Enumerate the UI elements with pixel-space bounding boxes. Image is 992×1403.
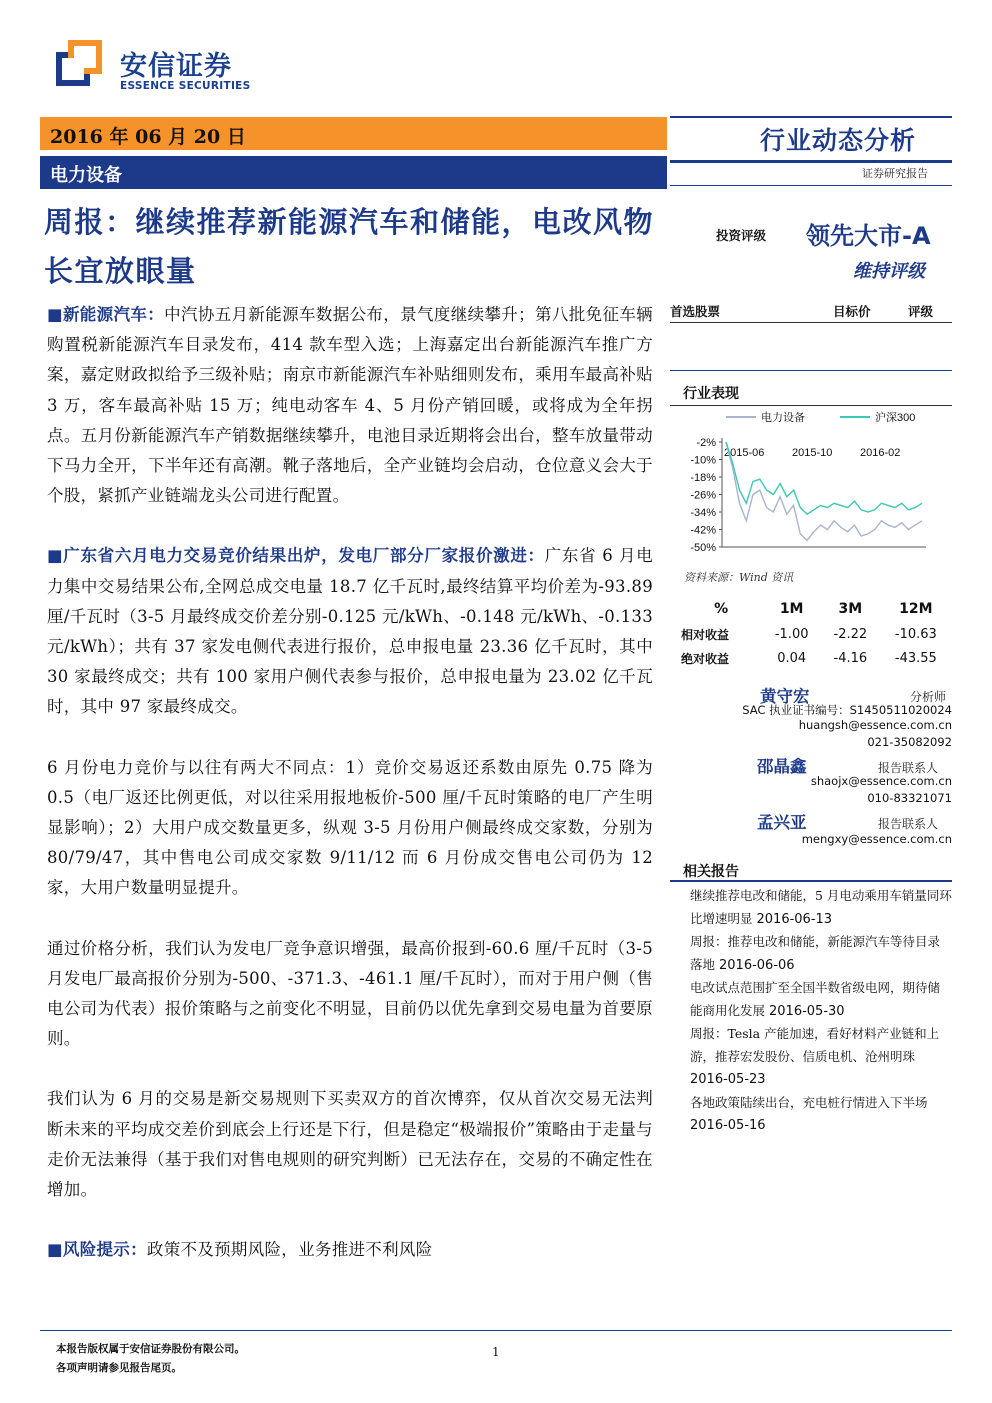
related-report-title: 继续推荐电改和储能，5 月电动乘用车销量同环比增速明显 — [690, 888, 952, 926]
analyst-email[interactable]: mengxy@essence.com.cn — [801, 832, 952, 846]
y-tick-label: -34% — [690, 507, 716, 519]
related-report-date: 2016-05-23 — [690, 1072, 766, 1087]
table-cell: -43.55 — [894, 650, 937, 666]
performance-table — [680, 596, 952, 670]
related-reports-title: 相关报告 — [683, 864, 739, 880]
related-report-date: 2016-05-16 — [690, 1118, 766, 1133]
performance-chart — [670, 406, 952, 566]
analyst-role: 报告联系人 — [878, 817, 939, 831]
table-header-row — [680, 596, 952, 622]
y-tick-label: -26% — [690, 489, 716, 502]
divider — [670, 116, 952, 118]
divider — [670, 160, 952, 163]
legend-label: 电力设备 — [761, 412, 805, 424]
related-report-title: 周报：推荐电改和储能，新能源汽车等待目录落地 — [690, 934, 941, 972]
table-header-cell: 3M — [838, 601, 863, 617]
paragraph-text: 我们认为 6 月的交易是新交易规则下买卖双方的首次博弈，仅从首次交易无法判断未来的平均成交差价到底会上行还是下行，但是稳定“极端报价”策略由于走量与走价无法兼得（基于我们对售电规则的研究判断）已无法存在，交易的不确定性在增加。 — [47, 1089, 653, 1200]
related-report-link[interactable] — [690, 1023, 952, 1092]
paragraph-text: 政策不及预期风险，业务推进不利风险 — [146, 1240, 433, 1260]
paragraph-text: 广东省 6 月电力集中交易结果公布,全网总成交电量 18.7 亿千瓦时,最终结算平均价差为-93.89 厘/千瓦时（3-5 月最终成交价差分别-0.125 元/kWh、-0.148 元/kWh、-0.133 元/kWh）；共有 37 家发电侧代表进行报价，总申报电量 23.36 亿千瓦时，其中 30 家最终成交；共有 100 家用户侧代表参与报价，总申报电量为 23.02 亿千瓦时，其中 97 家最终成交。 — [47, 546, 653, 717]
paragraph-heading: ■风险提示： — [47, 1240, 147, 1260]
analyst-email[interactable]: huangsh@essence.com.cn — [798, 718, 952, 732]
chart-axes — [690, 437, 926, 554]
y-tick-label: -18% — [690, 472, 716, 484]
rating-note: 维持评级 — [853, 261, 925, 282]
related-report-date: 2016-05-30 — [769, 1003, 845, 1019]
paragraph — [47, 1235, 653, 1265]
related-report-title: 电改试点范围扩至全国半数省级电网，期待储能商用化发展 — [690, 980, 941, 1018]
x-tick-label: 2015-10 — [792, 447, 833, 459]
report-body — [47, 300, 653, 1265]
related-report-link[interactable] — [690, 931, 952, 977]
divider — [670, 370, 952, 371]
x-tick-label: 2016-02 — [860, 447, 901, 459]
y-tick-label: -50% — [690, 542, 716, 554]
table-row — [680, 646, 952, 670]
performance-title: 行业表现 — [683, 386, 739, 402]
related-report-title: 各地政策陆续出台，充电桩行情进入下半场 — [690, 1094, 928, 1110]
row-label: 绝对收益 — [681, 651, 730, 666]
report-subtype: 证券研究报告 — [862, 167, 928, 180]
target-price-col-header: 目标价 — [833, 304, 871, 319]
analyst-cert: SAC 执业证书编号：S1450511020024 — [742, 703, 952, 717]
table-cell: -10.63 — [894, 626, 937, 642]
related-report-link[interactable] — [690, 1092, 952, 1138]
divider — [670, 880, 952, 882]
divider — [670, 185, 952, 186]
analyst-phone: 010-83321071 — [867, 791, 952, 805]
essence-logo-icon — [56, 40, 102, 86]
disclaimer-notice: 各项声明请参见报告尾页。 — [56, 1362, 182, 1374]
paragraph-text: 中汽协五月新能源车数据公布，景气度继续攀升；第八批免征车辆购置税新能源汽车目录发布，414 款车型入选；上海嘉定出台新能源汽车推广方案，嘉定财政拟给予三级补贴；南京市新能源汽车补贴细则发布，乘用车最高补贴 3 万，客车最高补贴 15 万；纯电动客车 4、5 月份产销回暖，或将成为全年拐点。五月份新能源汽车产销数据继续攀升，电池目录近期将会出台，整车放量带动下马力全开，下半年还有高潮。靴子落地后，全产业链均会启动，仓位意义会大于个股，紧抓产业链端龙头公司进行配置。 — [47, 305, 653, 506]
table-header-cell: 1M — [779, 601, 804, 617]
related-reports-list — [690, 885, 952, 1138]
table-cell: -4.16 — [833, 650, 868, 666]
rating-col-header: 评级 — [908, 304, 934, 319]
rating-label: 投资评级 — [716, 228, 767, 243]
report-date: 2016 年 06 月 20 日 — [50, 126, 246, 148]
report-title: 周报：继续推荐新能源汽车和储能，电改风物长宜放眼量 — [44, 205, 655, 288]
sector-bar — [40, 156, 667, 189]
analyst-email[interactable]: shaojx@essence.com.cn — [810, 774, 952, 788]
brand-name: 安信证券 — [120, 51, 232, 82]
sector-label: 电力设备 — [50, 165, 122, 186]
stocks-col-header: 首选股票 — [670, 304, 721, 319]
related-report-link[interactable] — [690, 977, 952, 1023]
row-label: 相对收益 — [681, 627, 730, 642]
analyst-name: 邵晶鑫 — [757, 757, 807, 776]
paragraph-heading: ■新能源汽车： — [47, 305, 165, 324]
related-report-date: 2016-06-13 — [756, 911, 833, 927]
chart-legend — [726, 410, 915, 424]
brand-english-name: ESSENCE SECURITIES — [120, 80, 251, 92]
analyst-phone: 021-35082092 — [867, 735, 952, 749]
legend-label: 沪深300 — [875, 412, 916, 424]
chart-source: 资料来源：Wind 资讯 — [684, 571, 794, 584]
paragraph-heading: ■广东省六月电力交易竞价结果出炉，发电厂部分厂家报价激进： — [47, 546, 545, 566]
analyst-name: 黄守宏 — [760, 687, 810, 706]
paragraph — [47, 300, 653, 511]
related-report-link[interactable] — [690, 885, 952, 931]
table-cell: 0.04 — [777, 650, 807, 666]
report-type: 行业动态分析 — [760, 126, 917, 155]
page-number: 1 — [492, 1345, 500, 1359]
table-cell: -1.00 — [774, 626, 809, 642]
related-report-title: 周报：Tesla 产能加速，看好材料产业链和上游，推荐宏发股份、信质电机、沧州明珠 — [690, 1026, 940, 1064]
table-cell: -2.22 — [833, 626, 868, 642]
y-tick-label: -10% — [690, 454, 716, 467]
paragraph-text: 通过价格分析，我们认为发电厂竞争意识增强，最高价报到-60.6 厘/千瓦时（3-5 月发电厂最高报价分别为-500、-371.3、-461.1 厘/千瓦时），而对于用户侧（售电公司为代表）报价策略与之前变化不明显，目前仍以优先拿到交易电量为首要原则。 — [47, 938, 653, 1049]
paragraph-text: 6 月份电力竞价与以往有两大不同点：1）竞价交易返还系数由原先 0.75 降为 0.5（电厂返还比例更低，对以往采用报地板价-500 厘/千瓦时策略的电厂产生明显影响）；2）大用户成交数量更多，纵观 3-5 月份用户侧最终成交家数，分别为 80/79/47，其中售电公司成交家数 9/11/12 而 6 月份成交售电公司仍为 12 家，大用户数量明显提升。 — [47, 757, 653, 898]
copyright-notice: 本报告版权属于安信证券股份有限公司。 — [56, 1343, 245, 1355]
y-tick-label: -42% — [690, 524, 716, 537]
footer-divider — [40, 1330, 952, 1331]
analyst-role: 分析师 — [910, 690, 947, 704]
table-header-cell: % — [714, 601, 729, 617]
paragraph — [47, 541, 653, 722]
stocks-table-header — [670, 300, 952, 323]
y-tick-label: -2% — [696, 437, 716, 449]
related-report-date: 2016-06-06 — [719, 957, 795, 973]
rating-value: 领先大市-A — [806, 222, 931, 250]
table-row — [680, 622, 952, 646]
analyst-role: 报告联系人 — [878, 761, 939, 775]
table-header-cell: 12M — [899, 601, 933, 617]
analyst-name: 孟兴亚 — [757, 813, 807, 832]
x-tick-label: 2015-06 — [724, 447, 765, 459]
